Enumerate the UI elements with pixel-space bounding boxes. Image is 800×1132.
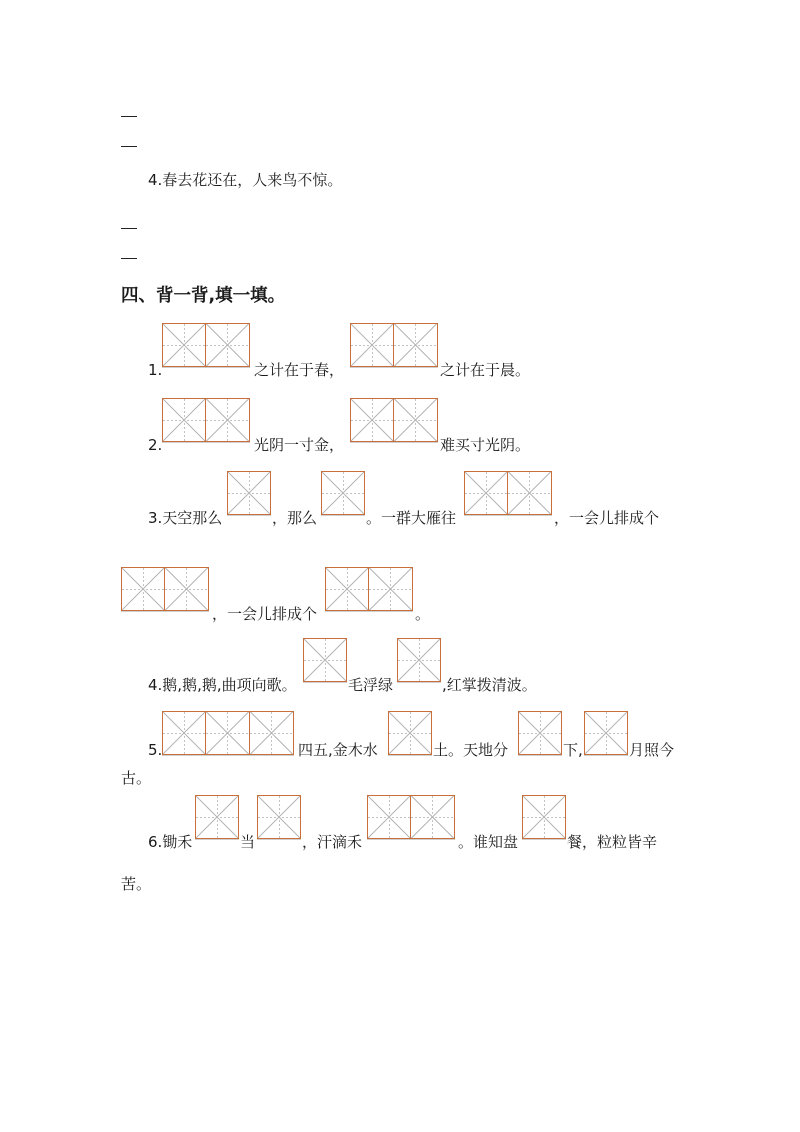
tianzige-box[interactable]: [584, 711, 628, 756]
answer-line: [121, 116, 137, 117]
tianzige-box[interactable]: [367, 795, 455, 840]
poem-text: 4.鹅,鹅,鹅,曲项向歌。: [148, 676, 297, 694]
section-heading: 四、背一背,填一填。: [121, 286, 286, 306]
tianzige-box[interactable]: [397, 638, 441, 683]
tianzige-box[interactable]: [227, 471, 271, 516]
grid-cell[interactable]: [257, 795, 301, 839]
grid-cell[interactable]: [206, 711, 250, 755]
grid-cell[interactable]: [162, 398, 206, 442]
item-number: 5.: [148, 741, 163, 759]
grid-cell[interactable]: [464, 471, 508, 515]
grid-cell[interactable]: [250, 711, 294, 755]
grid-cell[interactable]: [321, 471, 365, 515]
tianzige-box[interactable]: [321, 471, 365, 516]
grid-cell[interactable]: [584, 711, 628, 755]
poem-text: 下,: [563, 741, 583, 759]
poem-text: ，汗滴禾: [302, 833, 363, 851]
grid-cell[interactable]: [369, 567, 413, 611]
answer-line: [121, 258, 137, 259]
tianzige-box[interactable]: [121, 567, 209, 612]
grid-cell[interactable]: [121, 567, 165, 611]
grid-cell[interactable]: [522, 795, 566, 839]
grid-cell[interactable]: [350, 323, 394, 367]
poem-text: 3.天空那么: [148, 509, 223, 527]
grid-cell[interactable]: [165, 567, 209, 611]
tianzige-box[interactable]: [162, 398, 250, 443]
grid-cell[interactable]: [394, 323, 438, 367]
tianzige-box[interactable]: [522, 795, 566, 840]
grid-cell[interactable]: [206, 323, 250, 367]
tianzige-box[interactable]: [162, 711, 294, 756]
tianzige-box[interactable]: [325, 567, 413, 612]
poem-text: 毛浮绿: [348, 676, 394, 694]
poem-text: 苦。: [121, 875, 152, 893]
poem-text: 四五,金木水: [298, 741, 378, 759]
answer-line: [121, 146, 137, 147]
tianzige-box[interactable]: [303, 638, 347, 683]
poem-text: 。谁知盘: [458, 833, 519, 851]
poem-text: 6.锄禾: [148, 833, 193, 851]
tianzige-box[interactable]: [162, 323, 250, 368]
question-item: 4.春去花还在，人来鸟不惊。: [148, 171, 343, 189]
tianzige-box[interactable]: [257, 795, 301, 840]
grid-cell[interactable]: [508, 471, 552, 515]
grid-cell[interactable]: [394, 398, 438, 442]
poem-text: 古。: [121, 769, 152, 787]
grid-cell[interactable]: [303, 638, 347, 682]
poem-text: 光阴一寸金，: [254, 436, 345, 454]
poem-text: 当: [240, 833, 256, 851]
grid-cell[interactable]: [206, 398, 250, 442]
grid-cell[interactable]: [162, 711, 206, 755]
poem-text: ,红掌拨清波。: [442, 676, 537, 694]
poem-text: 难买寸光阴。: [440, 436, 531, 454]
grid-cell[interactable]: [162, 323, 206, 367]
tianzige-box[interactable]: [350, 323, 438, 368]
grid-cell[interactable]: [367, 795, 411, 839]
grid-cell[interactable]: [325, 567, 369, 611]
tianzige-box[interactable]: [350, 398, 438, 443]
tianzige-box[interactable]: [195, 795, 239, 840]
poem-text: 之计在于春，: [254, 361, 345, 379]
poem-text: ，一会儿排成个: [212, 605, 318, 623]
poem-text: 餐，粒粒皆辛: [567, 833, 658, 851]
grid-cell[interactable]: [397, 638, 441, 682]
grid-cell[interactable]: [350, 398, 394, 442]
poem-text: 土。天地分: [433, 741, 509, 759]
poem-text: 。: [415, 605, 431, 623]
grid-cell[interactable]: [411, 795, 455, 839]
tianzige-box[interactable]: [518, 711, 562, 756]
poem-text: ，那么: [272, 509, 318, 527]
grid-cell[interactable]: [518, 711, 562, 755]
tianzige-box[interactable]: [388, 711, 432, 756]
poem-text: 。一群大雁往: [366, 509, 457, 527]
tianzige-box[interactable]: [464, 471, 552, 516]
item-number: 2.: [148, 436, 163, 454]
answer-line: [121, 228, 137, 229]
grid-cell[interactable]: [388, 711, 432, 755]
poem-text: 之计在于晨。: [440, 361, 531, 379]
grid-cell[interactable]: [227, 471, 271, 515]
poem-text: 月照今: [629, 741, 675, 759]
poem-text: ，一会儿排成个: [554, 509, 660, 527]
grid-cell[interactable]: [195, 795, 239, 839]
item-number: 1.: [148, 361, 163, 379]
